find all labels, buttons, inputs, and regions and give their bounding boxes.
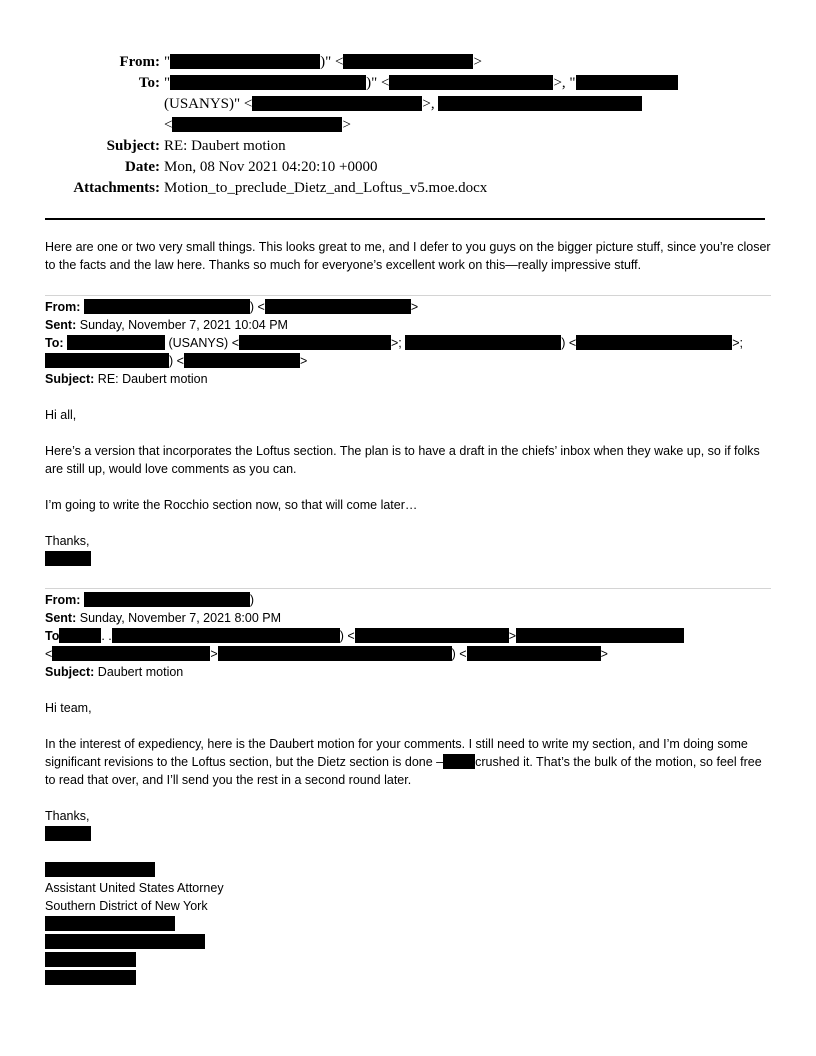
- email3-subject-line: [45, 663, 775, 681]
- email2-sent-value: Sunday, November 7, 2021 10:04 PM: [79, 318, 288, 332]
- redaction-block: [45, 862, 155, 877]
- signature-line: [45, 933, 775, 951]
- header-to-row: [40, 73, 678, 136]
- redaction-block: [576, 75, 678, 90]
- redaction-block: [172, 117, 342, 132]
- attachments-label: Attachments:: [73, 180, 160, 196]
- email2-to-line-2: ) < >: [45, 352, 775, 370]
- email3-to-line-2: < > ) < >: [45, 647, 608, 661]
- redaction-block: [112, 628, 340, 643]
- redaction-block: [45, 916, 175, 931]
- redaction-block: [45, 970, 136, 985]
- email2-to-line: To: (USANYS) < >; ) < >;: [45, 336, 743, 350]
- email2-from-line: From: ) < >: [45, 300, 419, 314]
- signature-line: [45, 969, 775, 987]
- email2-sent-line: [45, 316, 775, 334]
- signature-office: Southern District of New York: [45, 899, 208, 913]
- top-message: [45, 238, 775, 274]
- quoted-email-2: [45, 591, 775, 987]
- redaction-block: [576, 335, 732, 350]
- redaction-block: [45, 353, 169, 368]
- email2-paragraph-1: Here’s a version that incorporates the Loftus section. The plan is to have a draft in the chiefs’ inbox when they wake up, so if folks are still up, would love comments as you can.: [45, 444, 760, 476]
- quoted-email-1: [45, 298, 775, 568]
- redaction-block: [438, 96, 642, 111]
- email3-sent-label: Sent:: [45, 611, 77, 625]
- redaction-block: [443, 754, 475, 769]
- signature-name: [45, 861, 775, 879]
- email3-subject-value: Daubert motion: [97, 665, 184, 679]
- email3-paragraph-1-part-a: In the interest of expediency, here is the Daubert motion for your comments. I still need to write my section, and I’m doing some significant revisions to the Loftus section, but the Dietz section is done –: [45, 737, 748, 769]
- email2-subject-value: RE: Daubert motion: [97, 372, 208, 386]
- redaction-block: [45, 551, 91, 566]
- email3-sent-value: Sunday, November 7, 2021 8:00 PM: [79, 611, 282, 625]
- email3-from-label: From:: [45, 593, 81, 607]
- email3-paragraph-1-part-b: crushed it. That’s the bulk of the motion, so feel free to read that over, and I’ll send you the rest in a second round later.: [45, 755, 762, 787]
- subject-value: RE: Daubert motion: [164, 138, 286, 154]
- redaction-block: [52, 646, 210, 661]
- email-header: [40, 52, 678, 199]
- header-attachments-row: [40, 178, 678, 199]
- top-message-text: Here are one or two very small things. This looks great to me, and I defer to you guys on the bigger picture stuff, since you’re closer to the facts and the law here. Thanks so much for everyone’s excellent work on this—really impressive stuff.: [45, 240, 771, 272]
- email3-to-line: To . . ) < >: [45, 627, 775, 645]
- message-divider: [45, 588, 771, 589]
- date-label: Date:: [125, 159, 160, 175]
- redaction-block: [265, 299, 411, 314]
- email2-closing: Thanks,: [45, 534, 90, 548]
- redaction-block: [45, 934, 205, 949]
- email3-sent-line: [45, 609, 775, 627]
- email3-greeting: Hi team,: [45, 701, 92, 715]
- email2-paragraph-2: I’m going to write the Rocchio section now, so that will come later…: [45, 498, 418, 512]
- email2-to-label: To:: [45, 336, 64, 350]
- redaction-block: [343, 54, 473, 69]
- signature-title: Assistant United States Attorney: [45, 881, 224, 895]
- signature-line: [45, 915, 775, 933]
- redaction-block: [239, 335, 391, 350]
- to-label: To:: [138, 75, 160, 91]
- subject-label: Subject:: [106, 138, 160, 154]
- email3-paragraph-1: [45, 735, 775, 789]
- header-date-row: [40, 157, 678, 178]
- header-from-row: [40, 52, 678, 73]
- date-value: Mon, 08 Nov 2021 04:20:10 +0000: [164, 159, 378, 175]
- redaction-block: [355, 628, 509, 643]
- to-value: " )" < >, " (USANYS)" < >, < >: [164, 73, 678, 136]
- redaction-block: [45, 952, 136, 967]
- redaction-block: [170, 75, 366, 90]
- from-label: From:: [119, 54, 160, 70]
- redaction-block: [45, 826, 91, 841]
- email2-from-label: From:: [45, 300, 81, 314]
- redaction-block: [389, 75, 553, 90]
- email2-signature: [45, 550, 775, 568]
- redaction-block: [467, 646, 601, 661]
- header-divider: [45, 218, 765, 220]
- attachment-link[interactable]: Motion_to_preclude_Dietz_and_Loftus_v5.moe.docx: [164, 180, 488, 196]
- email3-closing-name: [45, 825, 775, 843]
- email3-to-label: To: [45, 629, 60, 643]
- redaction-block: [516, 628, 684, 643]
- email3-closing: Thanks,: [45, 809, 90, 823]
- redaction-block: [218, 646, 452, 661]
- to-org: (USANYS)": [164, 96, 241, 112]
- redaction-block: [67, 335, 165, 350]
- header-subject-row: [40, 136, 678, 157]
- email2-subject-line: [45, 370, 775, 388]
- redaction-block: [184, 353, 300, 368]
- email3-subject-label: Subject:: [45, 665, 95, 679]
- message-divider: [45, 295, 771, 296]
- redaction-block: [84, 299, 250, 314]
- email2-to-org: (USANYS): [168, 336, 229, 350]
- redaction-block: [170, 54, 320, 69]
- email2-subject-label: Subject:: [45, 372, 95, 386]
- signature-line: [45, 951, 775, 969]
- from-value: " )" < >: [164, 54, 482, 70]
- redaction-block: [405, 335, 561, 350]
- redaction-block: [84, 592, 250, 607]
- redaction-block: [59, 628, 101, 643]
- email3-from-line: From: ): [45, 593, 255, 607]
- email2-greeting: Hi all,: [45, 408, 77, 422]
- email2-sent-label: Sent:: [45, 318, 77, 332]
- email3-signature-block: [45, 861, 775, 987]
- redaction-block: [252, 96, 422, 111]
